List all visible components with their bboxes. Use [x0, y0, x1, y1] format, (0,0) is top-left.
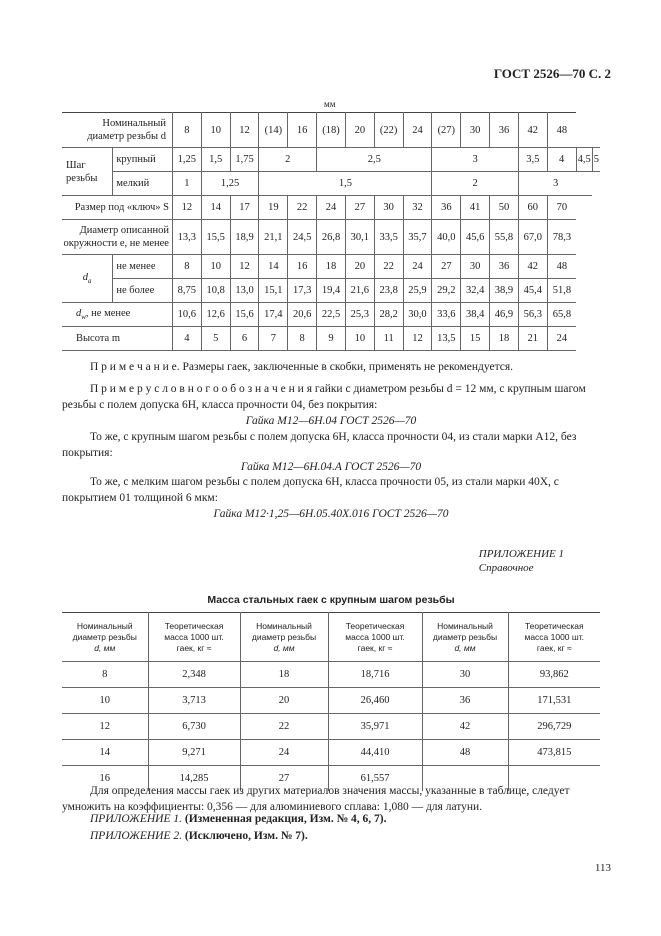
da-min-cell: 27	[432, 255, 461, 279]
da-max-cell: 25,9	[403, 279, 432, 303]
da-max-cell: 15,1	[259, 279, 288, 303]
da-min-cell: 42	[518, 255, 547, 279]
diameter-cell: 12	[230, 113, 259, 148]
designation-code-3: Гайка М12·1,25—6Н.05.40Х.016 ГОСТ 2526—70	[213, 508, 449, 520]
height-cell: 7	[259, 327, 288, 351]
diameter-cell: 42	[518, 113, 547, 148]
designation-example-1: П р и м е р у с л о в н о г о о б о з н а ч е н и я гайки с диаметром резьбы d = 12 мм, с крупным шагом резьбы с полем допуска 6Н, класса прочности 04, без покрытия:	[62, 383, 586, 411]
table-row	[62, 255, 600, 279]
da-max-cell: 38,9	[490, 279, 519, 303]
note: П р и м е ч а н и е. Размеры гаек, заключенные в скобки, применять не рекомендуется.	[90, 361, 514, 373]
table-row: 12 6,730 22 35,971 42 296,729	[62, 714, 600, 740]
da-max-label: не более	[113, 279, 173, 303]
table-row	[62, 279, 600, 303]
fine-pitch-cell: 3	[518, 172, 592, 196]
designation-example-2: То же, с крупным шагом резьбы с полем допуска 6Н, класса прочности 04, из стали марки А12, без покрытия:	[62, 431, 577, 459]
circle-diameter-cell: 26,8	[317, 220, 346, 255]
dw-cell: 22,5	[317, 303, 346, 327]
height-cell: 11	[374, 327, 403, 351]
header-theoretical-mass: Теоретическая масса 1000 шт. гаек, кг ≈	[148, 613, 240, 662]
da-max-cell: 13,0	[230, 279, 259, 303]
table-row	[62, 196, 600, 220]
coarse-pitch-label: крупный	[113, 148, 173, 172]
da-min-cell: 36	[490, 255, 519, 279]
fine-pitch-cell: 2	[432, 172, 518, 196]
da-min-cell: 20	[345, 255, 374, 279]
da-max-cell: 32,4	[461, 279, 490, 303]
dw-cell: 10,6	[172, 303, 201, 327]
circle-diameter-cell: 30,1	[345, 220, 374, 255]
header-nominal-diameter: Номинальный диаметр резьбы d, мм	[422, 613, 508, 662]
coarse-pitch-cell: 2	[259, 148, 317, 172]
da-max-cell: 19,4	[317, 279, 346, 303]
table-row: 14 9,271 24 44,410 48 473,815	[62, 740, 600, 766]
amendment-1: ПРИЛОЖЕНИЕ 1. (Измененная редакция, Изм. № 4, 6, 7).	[90, 813, 387, 825]
height-cell: 13,5	[432, 327, 461, 351]
nut-dimensions-table	[62, 112, 600, 351]
header-theoretical-mass: Теоретическая масса 1000 шт. гаек, кг ≈	[508, 613, 600, 662]
height-cell: 5	[201, 327, 230, 351]
da-max-cell: 8,75	[172, 279, 201, 303]
da-max-cell: 10,8	[201, 279, 230, 303]
key-size-cell: 24	[317, 196, 346, 220]
coarse-pitch-cell: 1,75	[230, 148, 259, 172]
mass-note: Для определения массы гаек из других материалов значения массы, указанные в таблице, следует умножить на коэффициенты: 0,356 — для алюминиевого сплава: 1,080 — для латуни.	[62, 785, 570, 813]
height-cell: 6	[230, 327, 259, 351]
table-row	[62, 303, 600, 327]
header-nominal-diameter: Номинальный диаметр резьбы d, мм	[240, 613, 328, 662]
circle-diameter-cell: 67,0	[518, 220, 547, 255]
height-label: Высота m	[62, 327, 172, 351]
dw-cell: 30,0	[403, 303, 432, 327]
amendment-2: ПРИЛОЖЕНИЕ 2. (Исключено, Изм. № 7).	[90, 830, 308, 842]
dw-cell: 65,8	[547, 303, 576, 327]
da-max-cell: 23,8	[374, 279, 403, 303]
circle-diameter-cell: 13,3	[172, 220, 201, 255]
diameter-cell: 8	[172, 113, 201, 148]
diameter-cell: 16	[288, 113, 317, 148]
da-min-cell: 48	[547, 255, 576, 279]
nut-mass-table	[62, 612, 600, 791]
dw-cell: 38,4	[461, 303, 490, 327]
table-row	[62, 172, 600, 196]
coarse-pitch-cell: 1,5	[201, 148, 230, 172]
circle-diameter-cell: 55,8	[490, 220, 519, 255]
da-min-cell: 24	[403, 255, 432, 279]
da-min-cell: 8	[172, 255, 201, 279]
da-min-cell: 12	[230, 255, 259, 279]
height-cell: 10	[345, 327, 374, 351]
table-row	[62, 148, 600, 172]
coarse-pitch-cell: 3	[432, 148, 518, 172]
da-max-cell: 21,6	[345, 279, 374, 303]
diameter-cell: 48	[547, 113, 576, 148]
fine-pitch-cell: 1	[172, 172, 201, 196]
key-size-cell: 36	[432, 196, 461, 220]
height-cell: 8	[288, 327, 317, 351]
circle-diameter-cell: 21,1	[259, 220, 288, 255]
table-row: 16 14,285 27 61,557	[62, 766, 600, 792]
da-min-label: не менее	[113, 255, 173, 279]
fine-pitch-label: мелкий	[113, 172, 173, 196]
document-header: ГОСТ 2526—70 С. 2	[493, 66, 611, 81]
coarse-pitch-cell: 4	[547, 148, 576, 172]
diameter-cell: (22)	[374, 113, 403, 148]
circle-diameter-cell: 35,7	[403, 220, 432, 255]
dw-label: $d_w$, не менее	[62, 303, 172, 327]
dw-cell: 12,6	[201, 303, 230, 327]
key-size-cell: 70	[547, 196, 576, 220]
circle-diameter-cell: 78,3	[547, 220, 576, 255]
dw-cell: 56,3	[518, 303, 547, 327]
coarse-pitch-cell: 3,5	[518, 148, 547, 172]
mass-table-title: Масса стальных гаек с крупным шагом резьбы	[207, 594, 455, 606]
fine-pitch-cell: 1,5	[259, 172, 432, 196]
circle-diameter-cell: 18,9	[230, 220, 259, 255]
da-min-cell: 10	[201, 255, 230, 279]
diameter-cell: (14)	[259, 113, 288, 148]
dw-cell: 17,4	[259, 303, 288, 327]
table-row	[62, 327, 600, 351]
key-size-cell: 41	[461, 196, 490, 220]
circumscribed-diameter-label: Диаметр описанной окружности е, не менее	[62, 220, 172, 255]
dw-cell: 25,3	[345, 303, 374, 327]
designation-code-1: Гайка М12—6Н.04 ГОСТ 2526—70	[245, 415, 417, 427]
diameter-cell: 36	[490, 113, 519, 148]
diameter-cell: (18)	[317, 113, 346, 148]
da-min-cell: 18	[317, 255, 346, 279]
height-cell: 21	[518, 327, 547, 351]
diameter-cell: 10	[201, 113, 230, 148]
height-cell: 18	[490, 327, 519, 351]
circle-diameter-cell: 15,5	[201, 220, 230, 255]
table-row	[62, 220, 600, 255]
coarse-pitch-cell: 1,25	[172, 148, 201, 172]
circle-diameter-cell: 33,5	[374, 220, 403, 255]
da-min-cell: 16	[288, 255, 317, 279]
table-row	[62, 613, 600, 662]
key-size-cell: 60	[518, 196, 547, 220]
height-cell: 4	[172, 327, 201, 351]
dw-cell: 33,6	[432, 303, 461, 327]
pitch-label: Шаг резьбы	[62, 148, 113, 196]
coarse-pitch-cell: 4,5	[576, 148, 592, 172]
nominal-diameter-header: Номинальный диаметр резьбы d	[62, 113, 172, 148]
appendix-title: ПРИЛОЖЕНИЕ 1	[478, 548, 564, 560]
diameter-cell: (27)	[432, 113, 461, 148]
da-max-cell: 45,4	[518, 279, 547, 303]
table-row	[62, 113, 600, 148]
key-size-cell: 50	[490, 196, 519, 220]
height-cell: 12	[403, 327, 432, 351]
circle-diameter-cell: 45,6	[461, 220, 490, 255]
fine-pitch-cell: 1,25	[201, 172, 259, 196]
da-max-cell: 29,2	[432, 279, 461, 303]
height-cell: 24	[547, 327, 576, 351]
key-size-cell: 12	[172, 196, 201, 220]
diameter-cell: 24	[403, 113, 432, 148]
dw-cell: 20,6	[288, 303, 317, 327]
diameter-cell: 30	[461, 113, 490, 148]
appendix-subtitle: Справочное	[478, 562, 534, 574]
key-size-cell: 27	[345, 196, 374, 220]
unit-label: мм	[324, 99, 336, 109]
dw-cell: 28,2	[374, 303, 403, 327]
dw-cell: 15,6	[230, 303, 259, 327]
key-size-cell: 22	[288, 196, 317, 220]
header-theoretical-mass: Теоретическая масса 1000 шт. гаек, кг ≈	[328, 613, 422, 662]
coarse-pitch-cell: 2,5	[317, 148, 432, 172]
coarse-pitch-cell: 5	[592, 148, 600, 172]
page-number: 113	[594, 862, 611, 874]
key-size-label: Размер под «ключ» S	[62, 196, 172, 220]
header-nominal-diameter: Номинальный диаметр резьбы d, мм	[62, 613, 148, 662]
height-cell: 15	[461, 327, 490, 351]
height-cell: 9	[317, 327, 346, 351]
key-size-cell: 17	[230, 196, 259, 220]
table-row: 8 2,348 18 18,716 30 93,862	[62, 662, 600, 688]
da-label: $d_a$	[62, 255, 113, 303]
circle-diameter-cell: 24,5	[288, 220, 317, 255]
dw-cell: 46,9	[490, 303, 519, 327]
diameter-cell: 20	[345, 113, 374, 148]
key-size-cell: 14	[201, 196, 230, 220]
table-row: 10 3,713 20 26,460 36 171,531	[62, 688, 600, 714]
designation-example-3: То же, с мелким шагом резьбы с полем допуска 6Н, класса прочности 05, из стали марки 40Х, с покрытием 01 толщиной 6 мкм:	[62, 476, 559, 504]
circle-diameter-cell: 40,0	[432, 220, 461, 255]
da-min-cell: 22	[374, 255, 403, 279]
da-max-cell: 51,8	[547, 279, 576, 303]
da-min-cell: 14	[259, 255, 288, 279]
designation-code-2: Гайка М12—6Н.04.А ГОСТ 2526—70	[240, 461, 422, 473]
key-size-cell: 32	[403, 196, 432, 220]
key-size-cell: 19	[259, 196, 288, 220]
key-size-cell: 30	[374, 196, 403, 220]
appendix-heading	[479, 547, 564, 575]
da-max-cell: 17,3	[288, 279, 317, 303]
da-min-cell: 30	[461, 255, 490, 279]
